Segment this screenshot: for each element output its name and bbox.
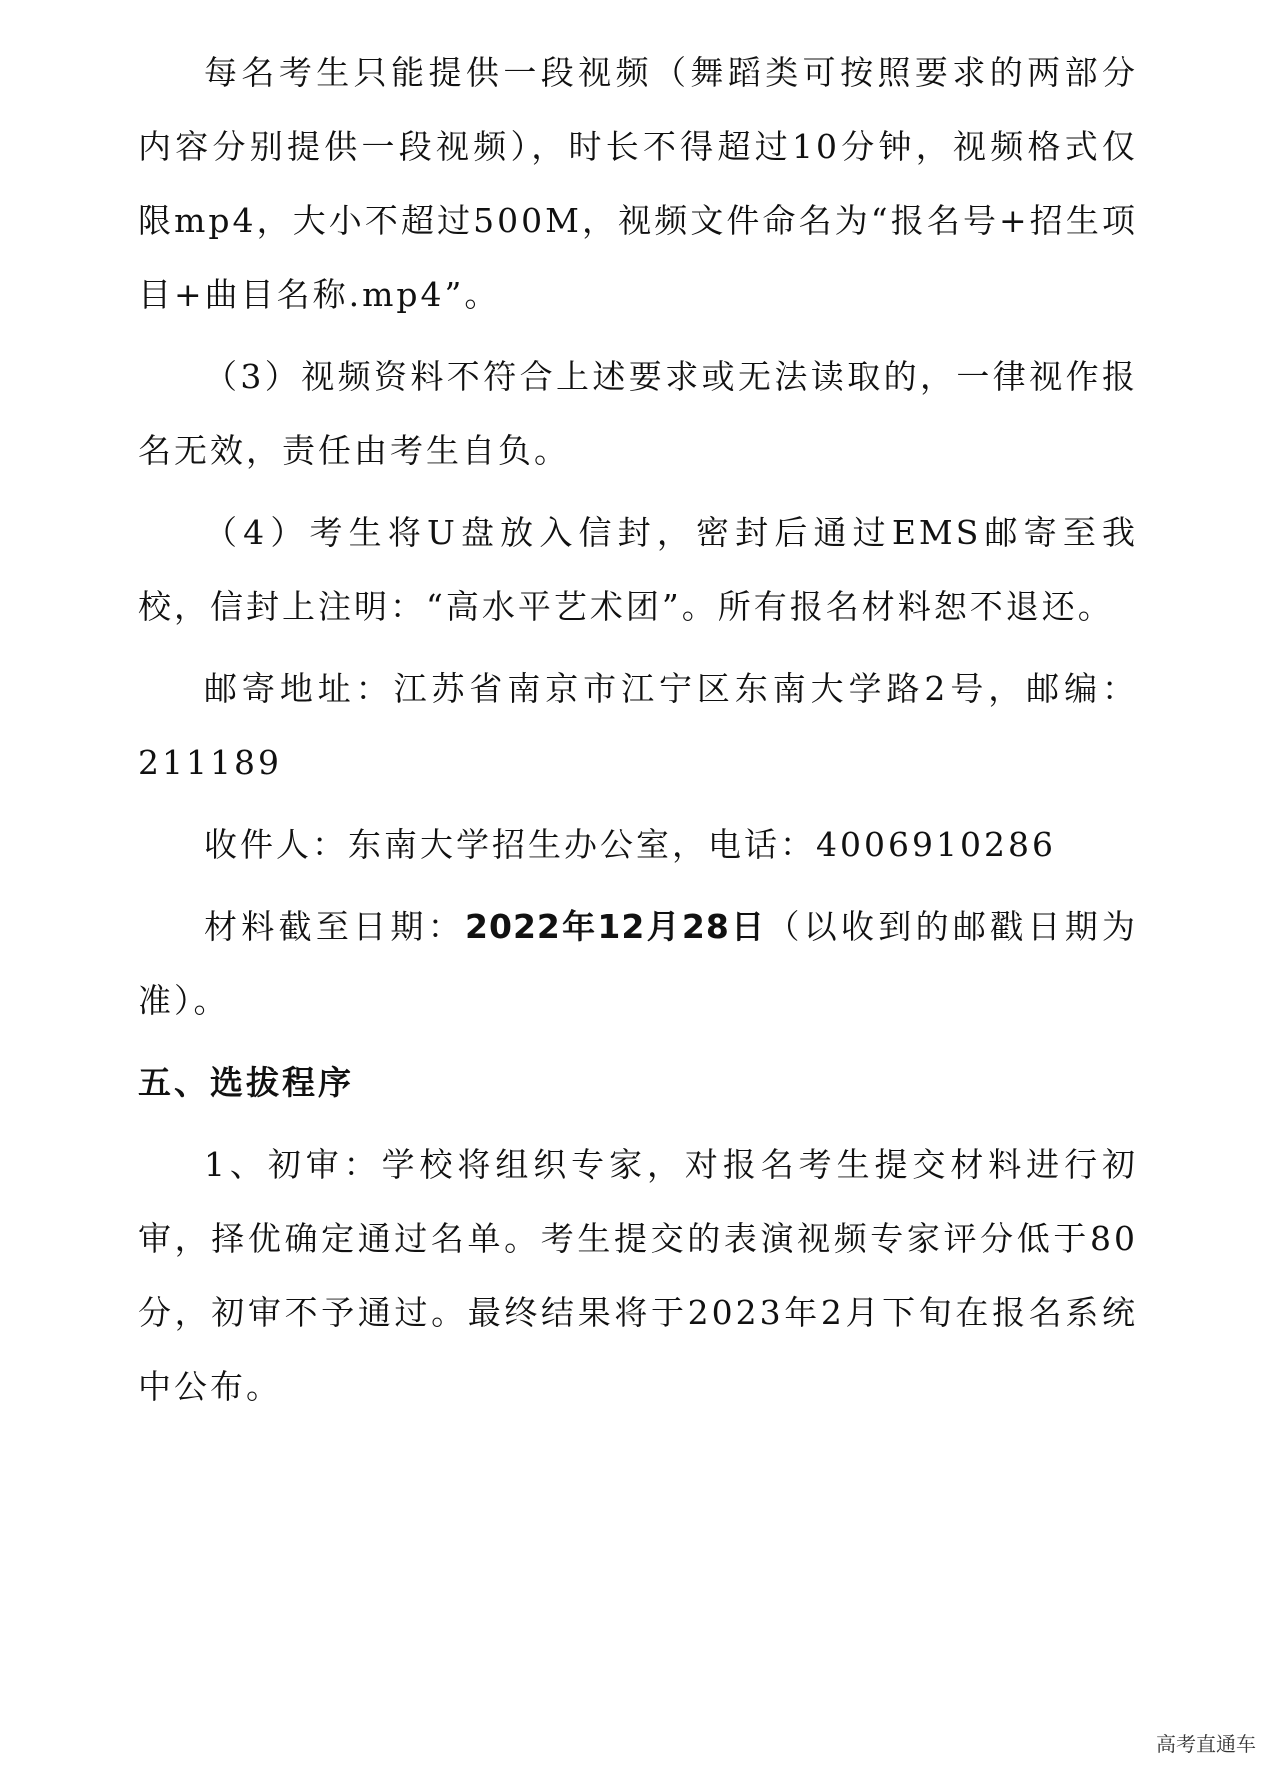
deadline-date: 2022年12月28日: [465, 907, 767, 946]
document-page: [138, 36, 1138, 1432]
paragraph-recipient: 收件人：东南大学招生办公室，电话：4006910286: [204, 825, 1056, 864]
paragraph-mailing-instructions: （4）考生将U盘放入信封，密封后通过EMS邮寄至我校，信封上注明：“高水平艺术团”。所有报名材料恕不退还。: [138, 513, 1138, 626]
section-heading: 五、选拔程序: [138, 1063, 354, 1102]
paragraph-mailing-address: 邮寄地址：江苏省南京市江宁区东南大学路2号，邮编：211189: [138, 669, 1138, 782]
paragraph-video-requirements: 每名考生只能提供一段视频（舞蹈类可按照要求的两部分内容分别提供一段视频），时长不得超过10分钟，视频格式仅限mp4，大小不超过500M，视频文件命名为“报名号+招生项目+曲目名称.mp4”。: [138, 53, 1138, 314]
paragraph-preliminary-review: 1、初审：学校将组织专家，对报名考生提交材料进行初审，择优确定通过名单。考生提交的表演视频专家评分低于80分，初审不予通过。最终结果将于2023年2月下旬在报名系统中公布。: [138, 1145, 1138, 1406]
deadline-note: （以收到的邮戳日期为准）。: [138, 907, 1139, 1020]
watermark-text: 高考直通车: [1150, 1726, 1262, 1759]
paragraph-deadline: [138, 890, 1138, 1038]
paragraph-invalid-video: （3）视频资料不符合上述要求或无法读取的，一律视作报名无效，责任由考生自负。: [138, 357, 1138, 470]
deadline-label: 材料截至日期：: [204, 907, 466, 946]
